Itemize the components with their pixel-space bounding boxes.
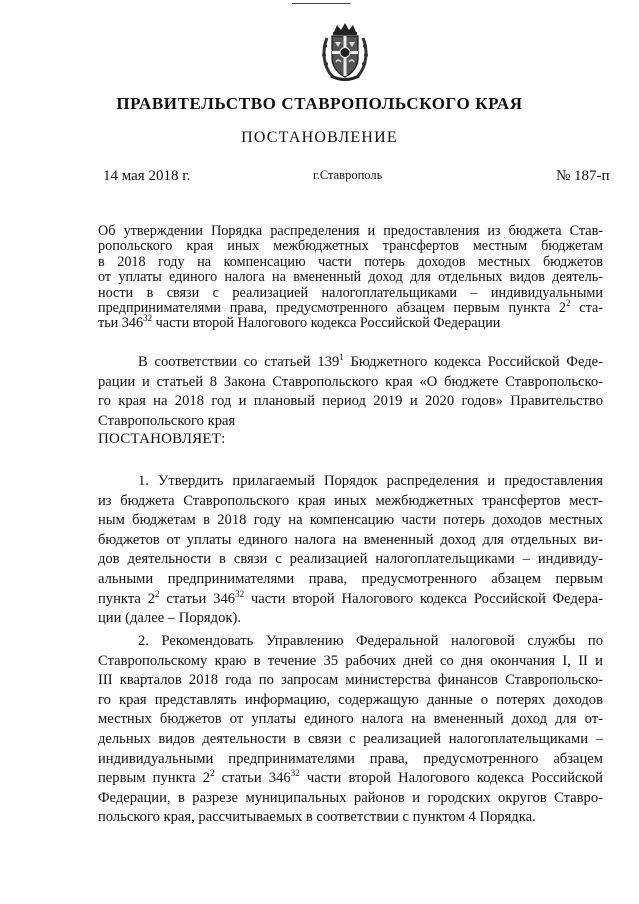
paragraph-line: Федерации, в разрезе муниципальных районов и городских округов Ставро- xyxy=(98,789,603,806)
subject-line: в 2018 году на компенсацию части потерь доходов местных бюджетов xyxy=(98,253,603,270)
paragraph-line: Ставропольскому краю в течение 35 рабочих дней со дня окончания I, II и xyxy=(98,652,603,669)
text-run: предпринимателями права, предусмотренного абзацем первым пункта 2 xyxy=(98,300,567,317)
text-run: ста- xyxy=(570,300,603,317)
paragraph-line: 1. Утвердить прилагаемый Порядок распределения и предоставления xyxy=(138,473,603,489)
paragraph-line: го края представлять информацию, содержащую данные о потерях доходов xyxy=(98,691,603,708)
document-city: г.Ставрополь xyxy=(313,168,383,182)
text-run: части второй Налогового кодекса Российской Федерации xyxy=(152,315,501,332)
paragraph-line: 2. Рекомендовать Управлению Федеральной налоговой службы по xyxy=(138,633,603,649)
preamble-paragraph xyxy=(98,353,603,431)
paragraph-line: польского края, рассчитываемых в соответствии с пунктом 4 Порядка. xyxy=(98,809,536,826)
superscript: 32 xyxy=(235,588,245,599)
paragraph-line: бюджетов от уплаты единого налога на вмененный доход для отдельных ви- xyxy=(98,531,603,548)
decree-heading: ПОСТАНОВЛЯЕТ: xyxy=(98,431,226,447)
paragraph-line: дов деятельности в связи с реализацией налогоплательщиками – индивиду- xyxy=(98,551,603,568)
paragraph-line: Ставропольского края xyxy=(98,412,236,429)
text-run: В соответствии со статьей 139 xyxy=(138,354,340,370)
document-subject xyxy=(98,224,603,332)
subject-line: от уплаты единого налога на вмененный доход для отдельных видов деятель- xyxy=(98,269,603,286)
paragraph-line xyxy=(98,590,603,610)
subject-line xyxy=(98,313,603,332)
subject-line: ропольского края иных межбюджетных трансфертов местным бюджетам xyxy=(98,238,603,255)
paragraph-line xyxy=(98,353,603,373)
stavropol-coat-of-arms-icon xyxy=(320,22,370,84)
text-run: статьи 346 xyxy=(214,770,291,787)
paragraph-line: ции (далее – Порядок). xyxy=(98,610,241,627)
superscript: 32 xyxy=(290,768,300,779)
document-date: 14 мая 2018 г. xyxy=(103,168,191,184)
paragraph-line: рации и статьей 8 Закона Ставропольского края «О бюджете Ставропольско- xyxy=(98,373,603,390)
paragraph-line: из бюджета Ставропольского края иных межбюджетных трансфертов мест- xyxy=(98,492,603,509)
superscript: 32 xyxy=(143,313,153,324)
item-2-paragraph xyxy=(98,632,603,828)
superscript: 2 xyxy=(210,768,215,779)
superscript: 2 xyxy=(155,588,160,599)
text-run: части второй Налогового кодекса Российской Федера- xyxy=(244,590,603,607)
text-run: статьи 346 xyxy=(159,590,236,607)
document-number: № 187-п xyxy=(556,168,610,184)
text-run: части второй Налогового кодекса Российской xyxy=(299,770,603,787)
text-run: пункта 2 xyxy=(98,590,155,607)
paragraph-line: дельных видов деятельности в связи с реализацией налогоплательщиками – xyxy=(98,730,603,747)
document-type: ПОСТАНОВЛЕНИЕ xyxy=(241,129,398,146)
paragraph-line: альными предпринимателями права, предусмотренного абзацем первым xyxy=(98,570,603,587)
subject-line: Об утверждении Порядка распределения и предоставления из бюджета Став- xyxy=(98,223,603,239)
paragraph-line: го края на 2018 год и плановый период 2019 и 2020 годов» Правительство xyxy=(98,393,603,410)
text-run: первым пункта 2 xyxy=(98,770,210,787)
superscript: 1 xyxy=(339,352,344,362)
organization-title: ПРАВИТЕЛЬСТВО СТАВРОПОЛЬСКОГО КРАЯ xyxy=(116,94,523,113)
paragraph-line xyxy=(98,769,603,789)
paragraph-line: местных бюджетов от уплаты единого налога на вмененный доход для от- xyxy=(98,711,603,728)
text-run: тьи 346 xyxy=(98,315,144,332)
text-run: Бюджетного кодекса Российской Феде- xyxy=(343,354,603,370)
subject-line: ности в связи с реализацией налогоплательщиками – индивидуальными xyxy=(98,284,603,301)
paragraph-line: ным бюджетам в 2018 году на компенсацию части потерь доходов местных xyxy=(98,512,603,529)
item-1-paragraph xyxy=(98,472,603,629)
paragraph-line: индивидуальными предпринимателями права, предусмотренного абзацем xyxy=(98,750,603,767)
superscript: 2 xyxy=(566,298,571,309)
paragraph-line: III кварталов 2018 года по запросам министерства финансов Ставропольско- xyxy=(98,672,603,689)
top-rule xyxy=(292,3,350,4)
